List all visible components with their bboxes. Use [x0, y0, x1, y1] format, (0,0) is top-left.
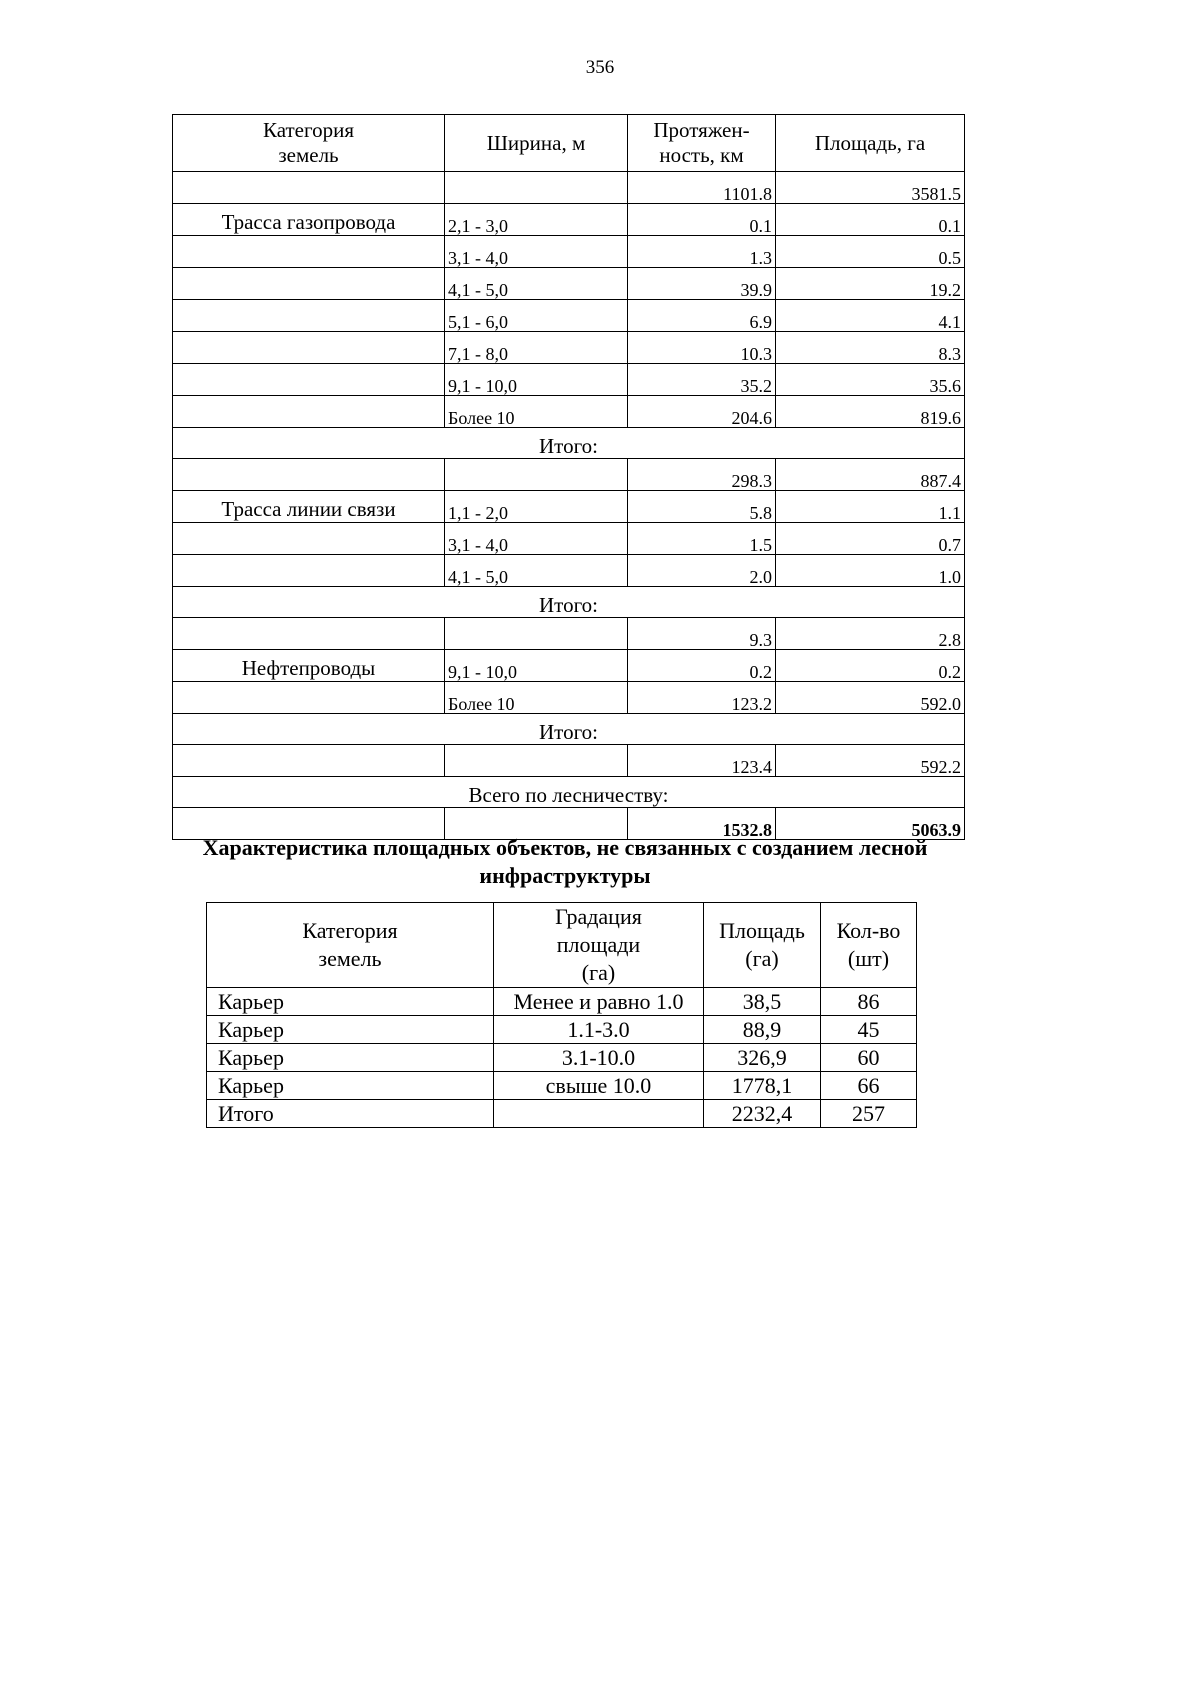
area-cell: 0.2 [776, 650, 965, 682]
table-row [173, 236, 965, 268]
category-cell: Нефтепроводы [173, 650, 445, 682]
length-cell: 1.5 [628, 523, 776, 555]
length-cell: 1101.8 [628, 172, 776, 204]
column-header: Категория земель [207, 903, 494, 988]
header-row [207, 903, 917, 988]
category-cell [173, 236, 445, 268]
width-cell: 5,1 - 6,0 [445, 300, 628, 332]
length-cell: 35.2 [628, 364, 776, 396]
length-cell: 1.3 [628, 236, 776, 268]
column-header: Площадь, га [776, 115, 965, 172]
subtotal-label: Итого: [173, 428, 965, 459]
count-cell: 45 [821, 1016, 917, 1044]
category-cell [173, 682, 445, 714]
subtotal-label: Итого: [173, 714, 965, 745]
width-cell: 4,1 - 5,0 [445, 268, 628, 300]
table-row [173, 268, 965, 300]
width-cell: 4,1 - 5,0 [445, 555, 628, 587]
table-row [173, 459, 965, 491]
category-cell [173, 745, 445, 777]
length-cell: 1532.8 [628, 808, 776, 840]
area-cell: 2232,4 [704, 1100, 821, 1128]
table-row [173, 555, 965, 587]
width-cell: 9,1 - 10,0 [445, 650, 628, 682]
area-cell: 19.2 [776, 268, 965, 300]
area-cell: 2.8 [776, 618, 965, 650]
area-cell: 819.6 [776, 396, 965, 428]
length-cell: 10.3 [628, 332, 776, 364]
area-cell: 0.1 [776, 204, 965, 236]
table-row [173, 204, 965, 236]
area-cell: 5063.9 [776, 808, 965, 840]
table-row [207, 1072, 917, 1100]
area-cell: 88,9 [704, 1016, 821, 1044]
table-row [173, 491, 965, 523]
gradation-cell: 3.1-10.0 [494, 1044, 704, 1072]
gradation-cell: Менее и равно 1.0 [494, 988, 704, 1016]
table-row [207, 1016, 917, 1044]
table-row [173, 300, 965, 332]
table-row [173, 745, 965, 777]
length-cell: 39.9 [628, 268, 776, 300]
length-cell: 2.0 [628, 555, 776, 587]
width-cell [445, 172, 628, 204]
area-cell: 326,9 [704, 1044, 821, 1072]
subtotal-label-row [173, 777, 965, 808]
category-cell [173, 618, 445, 650]
count-cell: 257 [821, 1100, 917, 1128]
category-cell [173, 332, 445, 364]
subtotal-label: Итого: [173, 587, 965, 618]
category-cell [173, 396, 445, 428]
count-cell: 66 [821, 1072, 917, 1100]
table-row [173, 618, 965, 650]
area-cell: 592.2 [776, 745, 965, 777]
length-cell: 0.1 [628, 204, 776, 236]
column-header: Ширина, м [445, 115, 628, 172]
category-cell: Карьер [207, 1044, 494, 1072]
area-cell: 3581.5 [776, 172, 965, 204]
area-cell: 35.6 [776, 364, 965, 396]
width-cell [445, 745, 628, 777]
area-cell: 0.7 [776, 523, 965, 555]
category-cell: Трасса линии связи [173, 491, 445, 523]
area-cell: 592.0 [776, 682, 965, 714]
length-cell: 204.6 [628, 396, 776, 428]
category-cell: Карьер [207, 1016, 494, 1044]
area-cell: 4.1 [776, 300, 965, 332]
category-cell: Карьер [207, 1072, 494, 1100]
length-cell: 6.9 [628, 300, 776, 332]
width-cell: 1,1 - 2,0 [445, 491, 628, 523]
length-cell: 123.4 [628, 745, 776, 777]
count-cell: 86 [821, 988, 917, 1016]
table-row [173, 172, 965, 204]
length-cell: 0.2 [628, 650, 776, 682]
gradation-cell: 1.1-3.0 [494, 1016, 704, 1044]
table-row [173, 396, 965, 428]
category-cell [173, 300, 445, 332]
column-header: Градация площади (га) [494, 903, 704, 988]
width-cell: 3,1 - 4,0 [445, 523, 628, 555]
category-cell: Трасса газопровода [173, 204, 445, 236]
width-cell: 7,1 - 8,0 [445, 332, 628, 364]
width-cell: Более 10 [445, 396, 628, 428]
area-cell: 1.1 [776, 491, 965, 523]
width-cell [445, 618, 628, 650]
count-cell: 60 [821, 1044, 917, 1072]
linear-objects-table [172, 114, 965, 840]
gradation-cell [494, 1100, 704, 1128]
column-header: Категория земель [173, 115, 445, 172]
column-header: Протяжен- ность, км [628, 115, 776, 172]
column-header: Кол-во (шт) [821, 903, 917, 988]
subtotal-label-row [173, 587, 965, 618]
category-cell [173, 459, 445, 491]
subtotal-label-row [173, 428, 965, 459]
category-cell [173, 268, 445, 300]
width-cell [445, 459, 628, 491]
length-cell: 298.3 [628, 459, 776, 491]
category-cell [173, 523, 445, 555]
width-cell: 9,1 - 10,0 [445, 364, 628, 396]
area-cell: 1778,1 [704, 1072, 821, 1100]
area-cell: 0.5 [776, 236, 965, 268]
header-row [173, 115, 965, 172]
category-cell [173, 172, 445, 204]
table-row [207, 1044, 917, 1072]
area-objects-table [206, 902, 917, 1128]
column-header: Площадь (га) [704, 903, 821, 988]
area-cell: 887.4 [776, 459, 965, 491]
area-cell: 1.0 [776, 555, 965, 587]
category-cell: Итого [207, 1100, 494, 1128]
area-cell: 38,5 [704, 988, 821, 1016]
table-row [207, 1100, 917, 1128]
table-row [173, 523, 965, 555]
page-number: 356 [585, 57, 615, 78]
length-cell: 5.8 [628, 491, 776, 523]
category-cell [173, 555, 445, 587]
width-cell: 3,1 - 4,0 [445, 236, 628, 268]
subtotal-label: Всего по лесничеству: [173, 777, 965, 808]
category-cell [173, 364, 445, 396]
gradation-cell: свыше 10.0 [494, 1072, 704, 1100]
table-row [207, 988, 917, 1016]
area-cell: 8.3 [776, 332, 965, 364]
length-cell: 123.2 [628, 682, 776, 714]
length-cell: 9.3 [628, 618, 776, 650]
table-row [173, 682, 965, 714]
table-row [173, 332, 965, 364]
table-row [173, 364, 965, 396]
table-row [173, 650, 965, 682]
width-cell: 2,1 - 3,0 [445, 204, 628, 236]
category-cell: Карьер [207, 988, 494, 1016]
width-cell: Более 10 [445, 682, 628, 714]
section-title: Характеристика площадных объектов, не связанных с созданием лесной инфраструктуры [202, 835, 928, 888]
subtotal-label-row [173, 714, 965, 745]
